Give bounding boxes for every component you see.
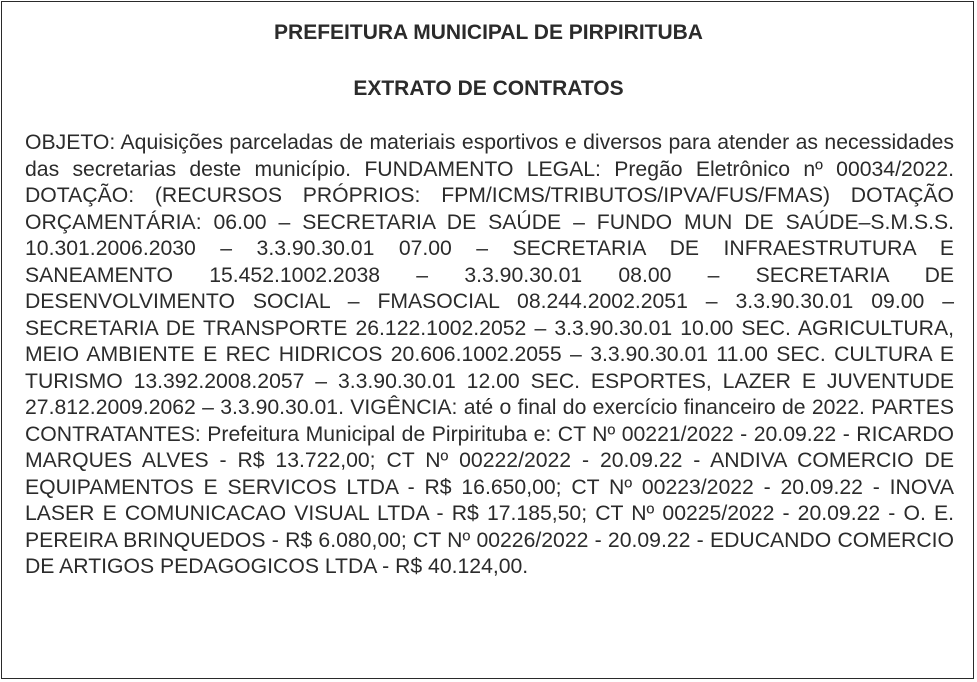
contract-extract-body: OBJETO: Aquisições parceladas de materiais esportivos e diversos para atender as necessidades das secretarias deste município. FUNDAMENTO LEGAL: Pregão Eletrônico nº 00034/2022. DOTAÇÃO: (RECURSOS PRÓPRIOS: FPM/ICMS/TRIBUTOS/IPVA/FUS/FMAS) DOTAÇÃO ORÇAMENTÁRIA: 06.00 – SECRETARIA DE SAÚDE – FUNDO MUN DE SAÚDE–S.M.S.S. 10.301.2006.2030 – 3.3.90.30.01 07.00 – SECRETARIA DE INFRAESTRUTURA E SANEAMENTO 15.452.1002.2038 – 3.3.90.30.01 08.00 – SECRETARIA DE DESENVOLVIMENTO SOCIAL – FMASOCIAL 08.244.2002.2051 – 3.3.90.30.01 09.00 – SECRETARIA DE TRANSPORTE 26.122.1002.2052 – 3.3.90.30.01 10.00 SEC. AGRICULTURA, MEIO AMBIENTE E REC HIDRICOS 20.606.1002.2055 – 3.3.90.30.01 11.00 SEC. CULTURA E TURISMO 13.392.2008.2057 – 3.3.90.30.01 12.00 SEC. ESPORTES, LAZER E JUVENTUDE 27.812.2009.2062 – 3.3.90.30.01. VIGÊNCIA: até o final do exercício financeiro de 2022. PARTES CONTRATANTES: Prefeitura Municipal de Pirpirituba e: CT Nº 00221/2022 - 20.09.22 - RICARDO MARQUES ALVES - R$ 13.722,00; CT Nº 00222/2022 - 20.09.22 - ANDIVA COMERCIO DE EQUIPAMENTOS E SERVICOS LTDA - R$ 16.650,00; CT Nº 00223/2022 - 20.09.22 - INOVA LASER E COMUNICACAO VISUAL LTDA - R$ 17.185,50; CT Nº 00225/2022 - 20.09.22 - O. E. PEREIRA BRINQUEDOS - R$ 6.080,00; CT Nº 00226/2022 - 20.09.22 - EDUCANDO COMERCIO DE ARTIGOS PEDAGOGICOS LTDA - R$ 40.124,00. <box>25 131 954 578</box>
document-subtitle: EXTRATO DE CONTRATOS <box>353 77 624 100</box>
document-title: PREFEITURA MUNICIPAL DE PIRPIRITUBA <box>274 21 703 44</box>
